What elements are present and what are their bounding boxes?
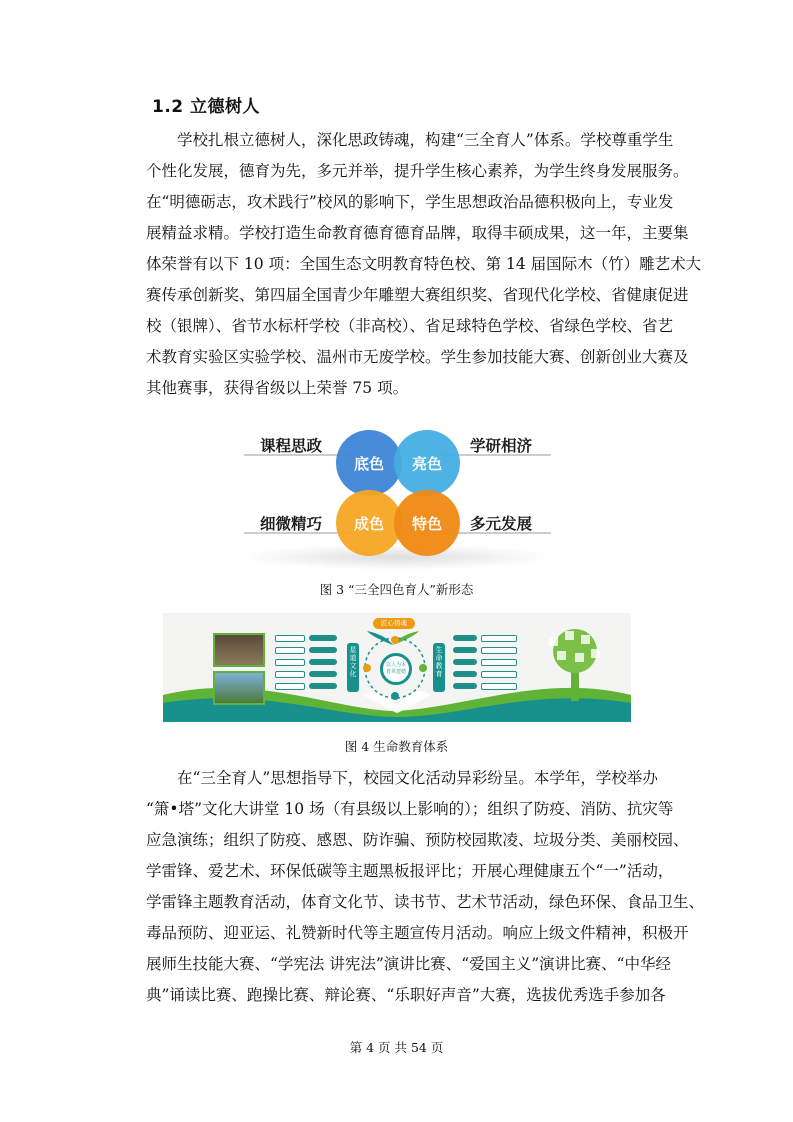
info-box — [275, 647, 305, 654]
paragraph-line: 个性化发展，德育为先，多元并举，提升学生核心素养，为学生终身发展服务。 — [146, 162, 689, 180]
info-tag — [309, 659, 337, 665]
tree-icon — [535, 625, 615, 705]
page-footer: 第 4 页 共 54 页 — [349, 1040, 444, 1055]
info-box — [481, 659, 517, 666]
figure3-caption: 图 3 “三全四色育人”新形态 — [319, 582, 474, 597]
info-tag — [309, 683, 337, 689]
info-tag — [453, 659, 477, 665]
paragraph-line: 赛传承创新奖、第四届全国青少年雕塑大赛组织奖、省现代化学校、省健康促进 — [146, 286, 689, 304]
info-box — [481, 647, 517, 654]
circle-base-color: 底色 — [336, 430, 402, 496]
campus-photo — [213, 671, 265, 705]
campus-photo — [213, 633, 265, 667]
paragraph-line: 展师生技能大赛、“学宪法 讲宪法”演讲比赛、“爱国主义”演讲比赛、“中华经 — [146, 955, 672, 973]
paragraph-campus-culture — [146, 763, 705, 1011]
info-box — [275, 635, 305, 642]
paragraph-moral-education — [146, 125, 702, 404]
label-fine-skill: 细微精巧 — [260, 515, 323, 533]
paragraph-line: 展精益求精。学校打造生命教育德育德育品牌，取得丰硕成果，这一年，主要集 — [146, 224, 689, 242]
paragraph-line: 在“三全育人”思想指导下，校园文化活动异彩纷呈。本学年，学校举办 — [177, 769, 658, 787]
figure-life-education-wall — [163, 613, 631, 722]
label-study-research: 学研相济 — [470, 437, 533, 455]
paragraph-line: 校（银牌）、省节水标杆学校（非高校）、省足球特色学校、省绿色学校、省艺 — [146, 317, 674, 335]
info-tag — [453, 647, 477, 653]
tab-culture: 星道文化 — [347, 643, 359, 692]
circle-bright-color: 亮色 — [394, 430, 460, 496]
paragraph-line: 毒品预防、迎亚运、礼赞新时代等主题宣传月活动。响应上级文件精神，积极开 — [146, 924, 689, 942]
info-tag — [309, 647, 337, 653]
paragraph-line: 在“明德砺志，攻术践行”校风的影响下，学生思想政治品德积极向上，专业发 — [146, 193, 674, 211]
section-heading: 1.2 立德树人 — [152, 97, 261, 117]
info-box — [481, 635, 517, 642]
info-box — [481, 671, 517, 678]
info-tag — [453, 671, 477, 677]
info-box — [275, 683, 305, 690]
badge-title: 匠心铸魂 — [373, 618, 415, 629]
paragraph-line: 学雷锋、爱艺术、环保低碳等主题黑板报评比；开展心理健康五个“一”活动， — [146, 862, 674, 880]
info-box — [275, 659, 305, 666]
info-tag — [309, 635, 337, 641]
label-curriculum-ideology: 课程思政 — [260, 437, 323, 455]
label-diverse-development: 多元发展 — [470, 515, 533, 533]
paragraph-line: “箫•塔”文化大讲堂 10 场（有县级以上影响的）；组织了防疫、消防、抗灾等 — [146, 800, 674, 818]
paragraph-line: 体荣誉有以下 10 项：全国生态文明教育特色校、第 14 届国际木（竹）雕艺术大 — [146, 255, 702, 273]
circle-feature-color: 特色 — [394, 490, 460, 556]
paragraph-line: 其他赛事，获得省级以上荣誉 75 项。 — [146, 379, 409, 397]
paragraph-line: 典”诵读比赛、跑操比赛、辩论赛、“乐职好声音”大赛，选拔优秀选手参加各 — [146, 986, 666, 1004]
hub-circle: 以人为本 育英建德 — [380, 653, 412, 685]
paragraph-line: 应急演练；组织了防疫、感恩、防诈骗、预防校园欺凌、垃圾分类、美丽校园、 — [146, 831, 689, 849]
paragraph-line: 学雷锋主题教育活动，体育文化节、读书节、艺术节活动，绿色环保、食品卫生、 — [146, 893, 705, 911]
info-tag — [453, 683, 477, 689]
info-box — [275, 671, 305, 678]
figure4-caption: 图 4 生命教育体系 — [344, 739, 449, 754]
diagram-shadow — [238, 544, 556, 570]
figure-four-colors-diagram — [236, 420, 558, 570]
circle-quality-color: 成色 — [336, 490, 402, 556]
info-box — [481, 683, 517, 690]
info-tag — [453, 635, 477, 641]
info-tag — [309, 671, 337, 677]
tab-life-education: 生命教育 — [433, 643, 445, 692]
paragraph-line: 术教育实验区实验学校、温州市无废学校。学生参加技能大赛、创新创业大赛及 — [146, 348, 689, 366]
paragraph-line: 学校扎根立德树人，深化思政铸魂，构建“三全育人”体系。学校尊重学生 — [177, 131, 674, 149]
